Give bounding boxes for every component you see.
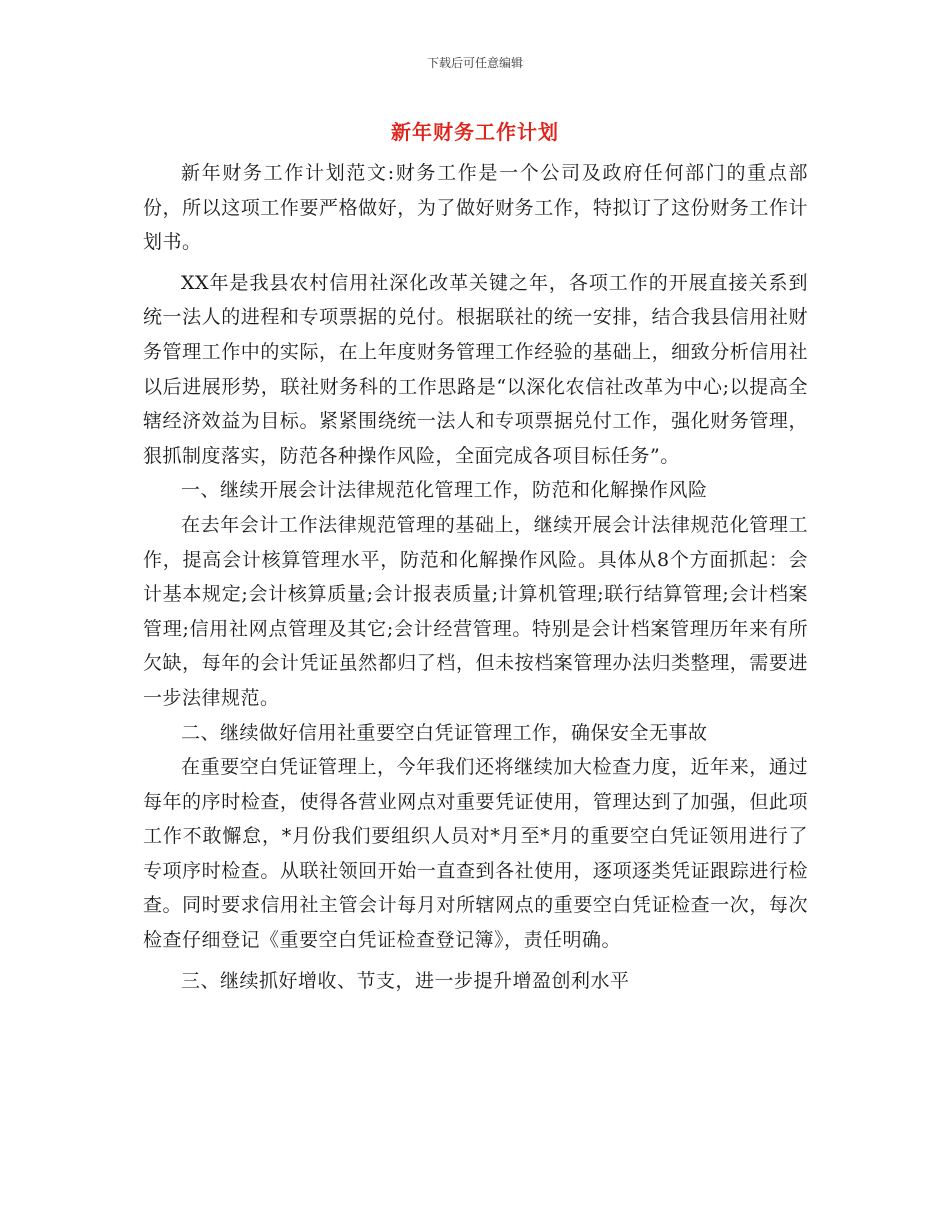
section-heading-1: 一、继续开展会计法律规范化管理工作，防范和化解操作风险 [181, 479, 708, 502]
paragraph-section-2: 在重要空白凭证管理上，今年我们还将继续加大检查力度，近年来，通过每年的序时检查，使得各营业网点对重要凭证使用，管理达到了加强，但此项工作不敢懈怠，*月份我们要组织人员对*月至*月的重要空白凭证领用进行了专项序时检查。从联社领回开始一直查到各社使用，逐项逐类凭证跟踪进行检查。同时要求信用社主管会计每月对所辖网点的重要空白凭证检查一次，每次检查仔细登记《重要空白凭证检查登记簿》，责任明确。 [143, 756, 808, 952]
paragraph-background: XX年是我县农村信用社深化改革关键之年，各项工作的开展直接关系到统一法人的进程和专项票据的兑付。根据联社的统一安排，结合我县信用社财务管理工作中的实际，在上年度财务管理工作经验的基础上，细致分析信用社以后进展形势，联社财务科的工作思路是“以深化农信社改革为中心;以提高全辖经济效益为目标。紧紧围绕统一法人和专项票据兑付工作，强化财务管理，狠抓制度落实，防范各种操作风险，全面完成各项目标任务”。 [143, 271, 808, 467]
document-body [143, 156, 808, 998]
page-header-note: 下载后可任意编辑 [426, 56, 523, 70]
paragraph-section-1: 在去年会计工作法律规范管理的基础上，继续开展会计法律规范化管理工作，提高会计核算管理水平，防范和化解操作风险。具体从8个方面抓起：会计基本规定;会计核算质量;会计报表质量;计算机管理;联行结算管理;会计档案管理;信用社网点管理及其它;会计经营管理。特别是会计档案管理历年来有所欠缺，每年的会计凭证虽然都归了档，但未按档案管理办法归类整理，需要进一步法律规范。 [143, 513, 808, 709]
section-heading-3: 三、继续抓好增收、节支，进一步提升增盈创利水平 [181, 969, 630, 992]
document-title: 新年财务工作计划 [391, 120, 559, 144]
section-heading-2: 二、继续做好信用社重要空白凭证管理工作，确保安全无事故 [181, 721, 708, 744]
paragraph-intro: 新年财务工作计划范文:财务工作是一个公司及政府任何部门的重点部份，所以这项工作要严格做好，为了做好财务工作，特拟订了这份财务工作计划书。 [143, 162, 808, 254]
